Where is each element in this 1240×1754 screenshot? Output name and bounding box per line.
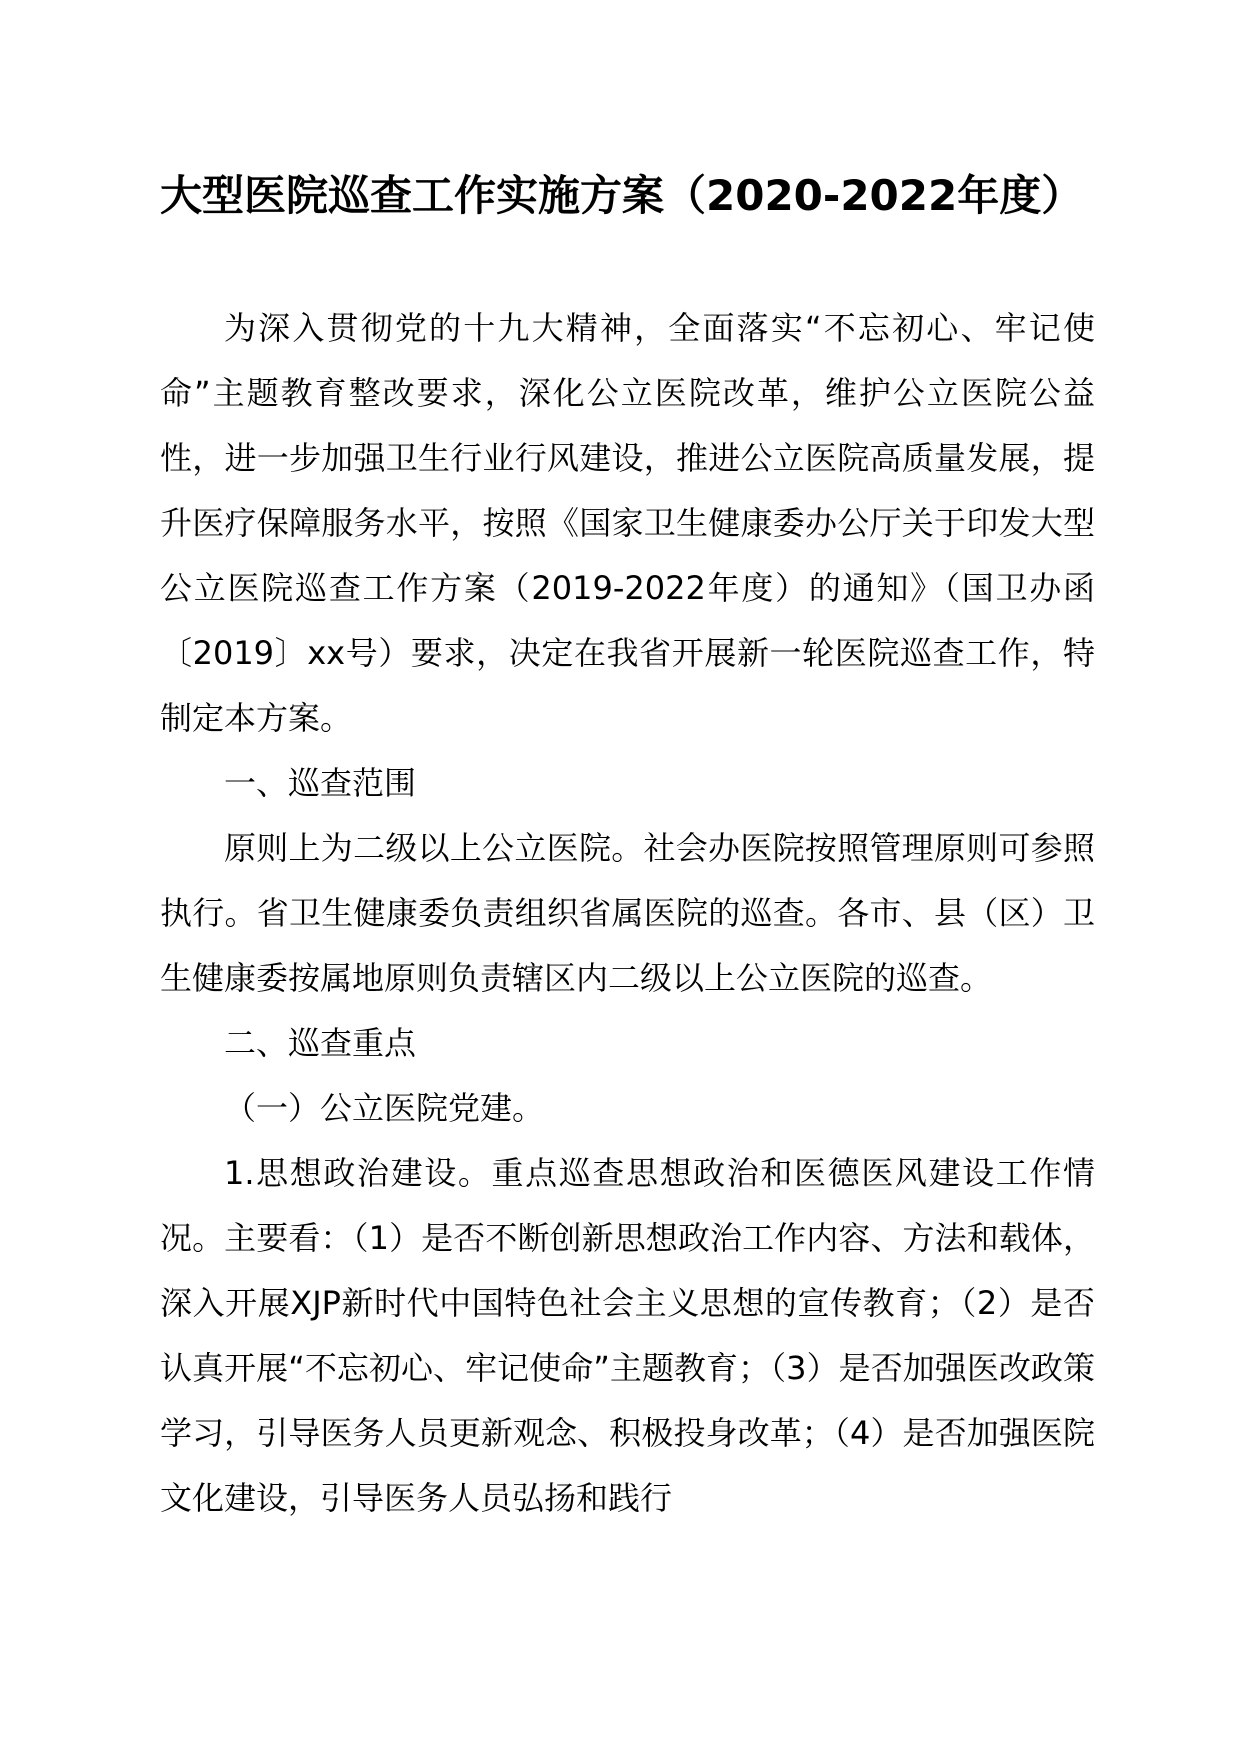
scope-paragraph: 原则上为二级以上公立医院。社会办医院按照管理原则可参照执行。省卫生健康委负责组织省属医院的巡查。各市、县（区）卫生健康委按属地原则负责辖区内二级以上公立医院的巡查。 [160, 829, 1095, 997]
document-body [160, 296, 1095, 1531]
subsection-heading-party-building: （一）公立医院党建。 [224, 1089, 545, 1127]
document-title: 大型医院巡查工作实施方案（2020-2022年度） [160, 171, 1084, 220]
intro-paragraph: 为深入贯彻党的十九大精神，全面落实“不忘初心、牢记使命”主题教育整改要求，深化公立医院改革，维护公立医院公益性，进一步加强卫生行业行风建设，推进公立医院高质量发展，提升医疗保障服务水平，按照《国家卫生健康委办公厅关于印发大型公立医院巡查工作方案（2019-2022年度）的通知》（国卫办函〔2019〕xx号）要求，决定在我省开展新一轮医院巡查工作，特制定本方案。 [160, 309, 1095, 737]
section-heading-scope: 一、巡查范围 [224, 764, 417, 802]
item-ideological-construction: 1.思想政治建设。重点巡查思想政治和医德医风建设工作情况。主要看：（1）是否不断创新思想政治工作内容、方法和载体，深入开展XJP新时代中国特色社会主义思想的宣传教育；（2）是否认真开展“不忘初心、牢记使命”主题教育；（3）是否加强医改政策学习，引导医务人员更新观念、积极投身改革；（4）是否加强医院文化建设，引导医务人员弘扬和践行 [160, 1154, 1095, 1517]
section-heading-focus: 二、巡查重点 [224, 1024, 417, 1062]
